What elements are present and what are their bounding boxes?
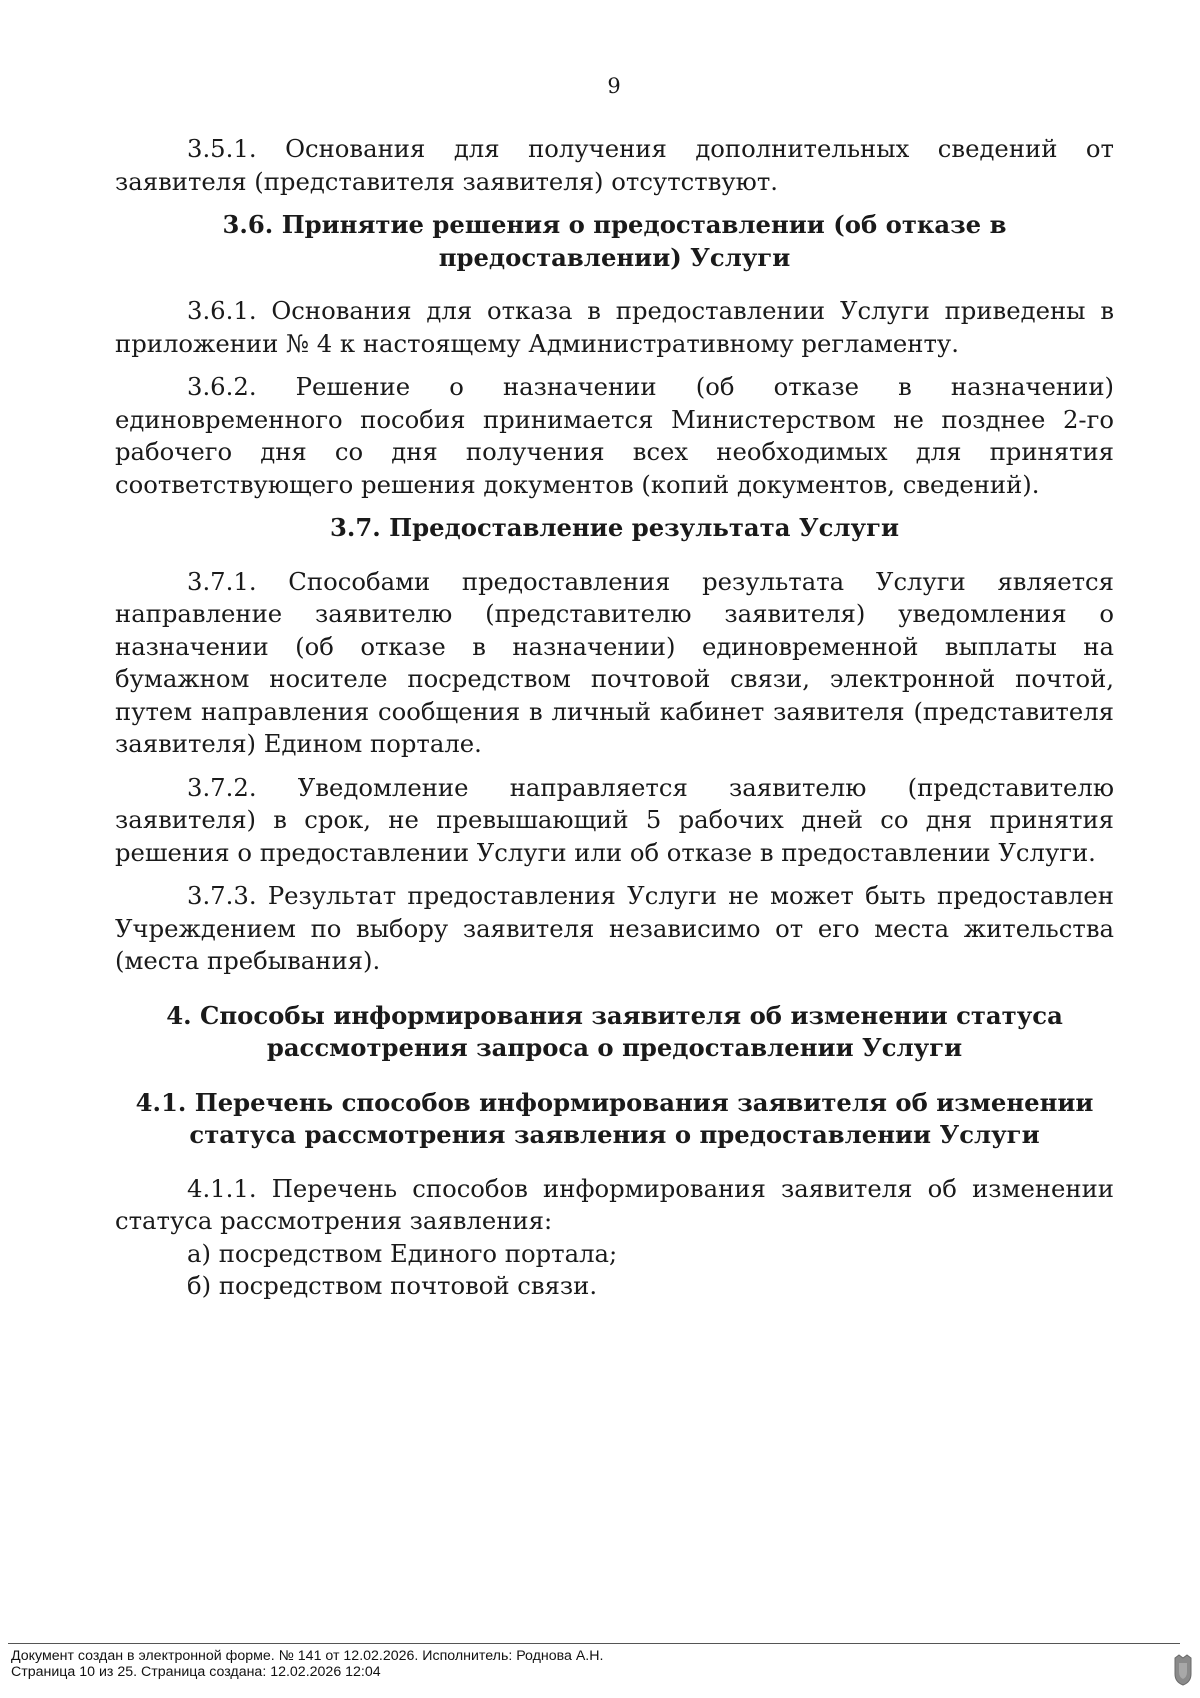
heading-3-7: 3.7. Предоставление результата Услуги (329, 513, 900, 542)
footer (11, 1648, 603, 1680)
paragraph-3-7-1: 3.7.1. Способами предоставления результата Услуги является направление заявителю (представителю заявителя) уведомления о назначении (об отказе в назначении) единовременной выплаты на бумажном носителе посредством почтовой связи, электронной почтой, путем направления сообщения в личный кабинет заявителя (представителя заявителя) Едином портале. (115, 566, 1114, 758)
list-item: а) посредством Единого портала; (187, 1238, 618, 1268)
coat-of-arms-icon (1172, 1654, 1194, 1686)
footer-divider (8, 1643, 1180, 1644)
heading-3-6: 3.6. Принятие решения о предоставлении (об отказе в предоставлении) Услуги (222, 210, 1007, 272)
paragraph-3-6-2: 3.6.2. Решение о назначении (об отказе в назначении) единовременного пособия принимается Министерством не позднее 2-го рабочего дня со дня получения всех необходимых для принятия соответствующего решения документов (копий документов, сведений). (115, 372, 1114, 499)
heading-4-1: 4.1. Перечень способов информирования заявителя об изменении статуса рассмотрения заявления о предоставлении Услуги (135, 1087, 1094, 1149)
paragraph-3-7-2: 3.7.2. Уведомление направляется заявителю (представителю заявителя) в срок, не превышающий 5 рабочих дней со дня принятия решения о предоставлении Услуги или об отказе в предоставлении Услуги. (115, 772, 1114, 867)
footer-line-1: Документ создан в электронной форме. № 141 от 12.02.2026. Исполнитель: Роднова А.Н. (11, 1648, 604, 1664)
page-number: 9 (607, 74, 621, 98)
paragraph-3-6-1: 3.6.1. Основания для отказа в предоставлении Услуги приведены в приложении № 4 к настоящему Административному регламенту. (115, 296, 1114, 358)
paragraph-4-1-1: 4.1.1. Перечень способов информирования заявителя об изменении статуса рассмотрения заявления: (115, 1173, 1114, 1235)
document-body (115, 133, 1114, 1303)
heading-4: 4. Способы информирования заявителя об изменении статуса рассмотрения запроса о предоставлении Услуги (166, 1000, 1063, 1062)
paragraph-3-5-1: 3.5.1. Основания для получения дополнительных сведений от заявителя (представителя заявителя) отсутствуют. (115, 134, 1114, 196)
footer-line-2: Страница 10 из 25. Страница создана: 12.02.2026 12:04 (11, 1664, 381, 1680)
list-item: б) посредством почтовой связи. (187, 1271, 598, 1300)
paragraph-3-7-3: 3.7.3. Результат предоставления Услуги не может быть предоставлен Учреждением по выбору заявителя независимо от его места жительства (места пребывания). (115, 881, 1114, 975)
